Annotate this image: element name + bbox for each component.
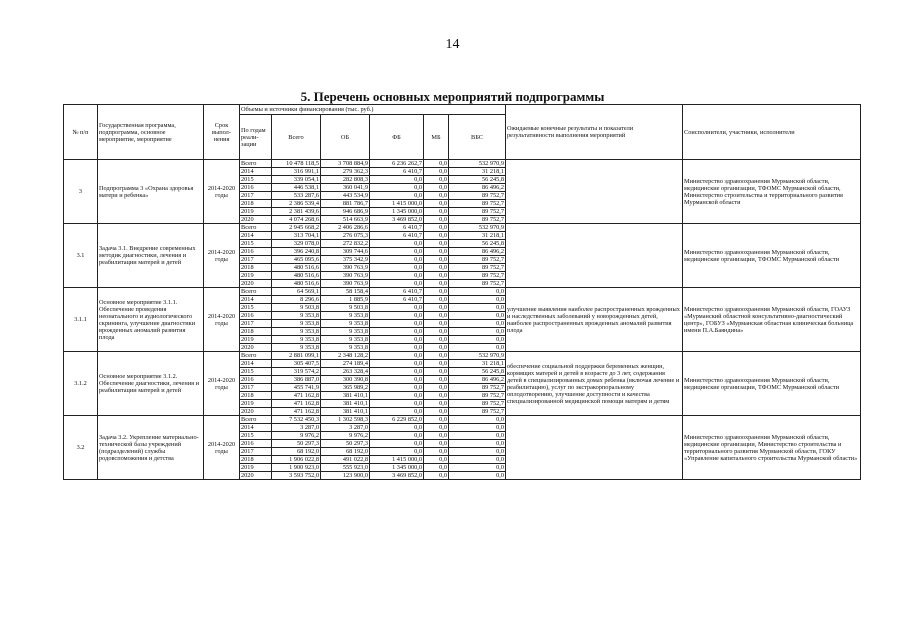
cell-vbs: 0,0 [449, 448, 506, 456]
cell-ob: 381 410,1 [321, 400, 370, 408]
cell-total: 7 532 450,3 [272, 416, 321, 424]
cell-ob: 272 832,2 [321, 240, 370, 248]
cell-mb: 0,0 [424, 448, 449, 456]
table-row [64, 160, 861, 168]
cell-mb: 0,0 [424, 464, 449, 472]
cell-year: Всего [240, 352, 272, 360]
cell-fb: 6 410,7 [370, 296, 424, 304]
cell-fb: 6 229 852,0 [370, 416, 424, 424]
cell-vbs: 0,0 [449, 320, 506, 328]
cell-mb: 0,0 [424, 456, 449, 464]
cell-fb: 0,0 [370, 264, 424, 272]
cell-fb: 0,0 [370, 240, 424, 248]
cell-year: 2016 [240, 312, 272, 320]
cell-vbs: 0,0 [449, 456, 506, 464]
cell-vbs: 0,0 [449, 328, 506, 336]
cell-mb: 0,0 [424, 352, 449, 360]
cell-vbs: 0,0 [449, 304, 506, 312]
cell-ob: 375 342,9 [321, 256, 370, 264]
cell-total: 305 407,5 [272, 360, 321, 368]
cell-vbs: 89 752,7 [449, 392, 506, 400]
cell-total: 455 741,9 [272, 384, 321, 392]
cell-mb: 0,0 [424, 272, 449, 280]
table-row [64, 416, 861, 424]
cell-mb: 0,0 [424, 240, 449, 248]
cell-ob: 2 348 128,2 [321, 352, 370, 360]
cell-vbs: 31 218,1 [449, 360, 506, 368]
cell-ob: 881 786,7 [321, 200, 370, 208]
cell-vbs: 0,0 [449, 288, 506, 296]
cell-year: 2014 [240, 168, 272, 176]
cell-year: 2015 [240, 368, 272, 376]
cell-year: 2020 [240, 408, 272, 416]
cell-total: 480 516,6 [272, 280, 321, 288]
cell-total: 4 074 268,6 [272, 216, 321, 224]
cell-ob: 381 410,1 [321, 408, 370, 416]
cell-ob: 274 189,4 [321, 360, 370, 368]
expected-results [506, 160, 683, 224]
cell-total: 8 296,6 [272, 296, 321, 304]
header-executors: Соисполнители, участники, исполнители [683, 105, 861, 160]
expected-results: обеспечение социальной поддержки беременных женщин, кормящих матерей и детей в возрасте до 3 лет, содержания детей в специализированных домах ребенка (включая лечение и реабилитацию), услуг по экстракорпоральному оплодотворению, улучшение доступности и качества специализированной медицинской помощи матерям и детям [506, 352, 683, 416]
cell-vbs: 89 752,7 [449, 256, 506, 264]
cell-mb: 0,0 [424, 360, 449, 368]
cell-mb: 0,0 [424, 384, 449, 392]
cell-vbs: 0,0 [449, 344, 506, 352]
cell-total: 316 991,1 [272, 168, 321, 176]
cell-vbs: 0,0 [449, 432, 506, 440]
header-fb: ФБ [370, 115, 424, 160]
cell-fb: 3 469 852,0 [370, 472, 424, 480]
cell-total: 471 162,8 [272, 400, 321, 408]
cell-total: 50 297,3 [272, 440, 321, 448]
cell-mb: 0,0 [424, 184, 449, 192]
cell-ob: 9 976,2 [321, 432, 370, 440]
cell-vbs: 0,0 [449, 424, 506, 432]
cell-total: 471 162,8 [272, 408, 321, 416]
program-name: Основное мероприятие 3.1.1. Обеспечение проведения неонатального и аудиологического скрининга, улучшение диагностики врожденных аномалий развития плода [98, 288, 204, 352]
executors: Министерство здравоохранения Мурманской области, медицинские организации, ТФОМС Мурманской области [683, 224, 861, 288]
cell-ob: 9 353,8 [321, 328, 370, 336]
cell-mb: 0,0 [424, 432, 449, 440]
cell-ob: 276 075,3 [321, 232, 370, 240]
cell-total: 2 381 439,6 [272, 208, 321, 216]
table-row [64, 352, 861, 360]
cell-ob: 1 302 598,3 [321, 416, 370, 424]
cell-fb: 6 410,7 [370, 288, 424, 296]
cell-year: 2019 [240, 208, 272, 216]
row-number: 3.2 [64, 416, 98, 480]
cell-total: 480 516,6 [272, 272, 321, 280]
cell-year: 2017 [240, 256, 272, 264]
cell-total: 313 704,1 [272, 232, 321, 240]
cell-year: 2014 [240, 296, 272, 304]
cell-ob: 282 808,3 [321, 176, 370, 184]
cell-year: 2017 [240, 320, 272, 328]
cell-ob: 443 534,9 [321, 192, 370, 200]
cell-vbs: 56 245,8 [449, 176, 506, 184]
cell-vbs: 89 752,7 [449, 408, 506, 416]
cell-total: 9 353,8 [272, 312, 321, 320]
cell-ob: 1 885,9 [321, 296, 370, 304]
cell-total: 9 353,8 [272, 328, 321, 336]
row-number: 3 [64, 160, 98, 224]
cell-vbs: 0,0 [449, 440, 506, 448]
cell-total: 9 976,2 [272, 432, 321, 440]
cell-fb: 0,0 [370, 440, 424, 448]
cell-fb: 1 415 000,0 [370, 456, 424, 464]
header-vbs: ВБС [449, 115, 506, 160]
cell-year: 2014 [240, 232, 272, 240]
cell-ob: 3 708 884,9 [321, 160, 370, 168]
row-number: 3.1 [64, 224, 98, 288]
cell-fb: 0,0 [370, 392, 424, 400]
cell-year: 2018 [240, 392, 272, 400]
cell-ob: 514 663,9 [321, 216, 370, 224]
page-number: 14 [445, 37, 460, 52]
cell-year: 2020 [240, 344, 272, 352]
cell-vbs: 56 245,8 [449, 240, 506, 248]
cell-total: 64 569,1 [272, 288, 321, 296]
cell-total: 396 240,8 [272, 248, 321, 256]
page-title: 5. Перечень основных мероприятий подпрограммы [300, 89, 605, 104]
cell-ob: 58 158,4 [321, 288, 370, 296]
cell-vbs: 89 752,7 [449, 400, 506, 408]
header-results: Ожидаемые конечные результаты и показатели результативности выполнения мероприятий [506, 105, 683, 160]
cell-mb: 0,0 [424, 392, 449, 400]
cell-fb: 0,0 [370, 280, 424, 288]
cell-ob: 946 686,9 [321, 208, 370, 216]
cell-vbs: 31 218,1 [449, 168, 506, 176]
cell-fb: 0,0 [370, 432, 424, 440]
executors: Министерство здравоохранения Мурманской области, медицинские организации, Министерство строительства и территориального развития Мурманской области, ГОКУ «Управление капитального строительства Мурманской области» [683, 416, 861, 480]
cell-fb: 0,0 [370, 408, 424, 416]
cell-mb: 0,0 [424, 168, 449, 176]
cell-fb: 0,0 [370, 448, 424, 456]
cell-fb: 3 469 852,0 [370, 216, 424, 224]
cell-mb: 0,0 [424, 424, 449, 432]
program-term: 2014-2020 годы [204, 224, 240, 288]
cell-mb: 0,0 [424, 312, 449, 320]
cell-total: 533 287,6 [272, 192, 321, 200]
cell-ob: 9 353,8 [321, 320, 370, 328]
cell-ob: 491 022,8 [321, 456, 370, 464]
cell-fb: 0,0 [370, 304, 424, 312]
cell-vbs: 89 752,7 [449, 280, 506, 288]
executors: Министерство здравоохранения Мурманской области, медицинские организации, ТФОМС Мурманской области, Министерство строительства и территориального развития Мурманской области [683, 160, 861, 224]
cell-ob: 390 763,9 [321, 264, 370, 272]
cell-year: 2018 [240, 200, 272, 208]
cell-total: 9 353,8 [272, 344, 321, 352]
cell-mb: 0,0 [424, 296, 449, 304]
cell-year: 2020 [240, 280, 272, 288]
program-name: Задача 3.1. Внедрение современных методик диагностики, лечения и реабилитации матерей и детей [98, 224, 204, 288]
cell-mb: 0,0 [424, 416, 449, 424]
cell-vbs: 0,0 [449, 296, 506, 304]
cell-mb: 0,0 [424, 320, 449, 328]
cell-vbs: 89 752,7 [449, 192, 506, 200]
cell-fb: 1 345 000,0 [370, 208, 424, 216]
cell-total: 68 192,0 [272, 448, 321, 456]
cell-total: 471 162,8 [272, 392, 321, 400]
cell-vbs: 89 752,7 [449, 272, 506, 280]
cell-fb: 0,0 [370, 360, 424, 368]
cell-vbs: 86 496,2 [449, 248, 506, 256]
cell-fb: 0,0 [370, 176, 424, 184]
expected-results [506, 416, 683, 480]
cell-ob: 68 192,0 [321, 448, 370, 456]
cell-fb: 0,0 [370, 376, 424, 384]
cell-year: 2016 [240, 248, 272, 256]
cell-fb: 0,0 [370, 352, 424, 360]
cell-fb: 0,0 [370, 256, 424, 264]
cell-fb: 0,0 [370, 248, 424, 256]
cell-fb: 0,0 [370, 312, 424, 320]
cell-ob: 2 406 286,6 [321, 224, 370, 232]
cell-mb: 0,0 [424, 472, 449, 480]
cell-mb: 0,0 [424, 224, 449, 232]
cell-ob: 9 353,8 [321, 312, 370, 320]
executors: Министерство здравоохранения Мурманской области, ГОАУЗ «Мурманский областной консультативно-диагностический центр», ГОБУЗ «Мурманская областная клиническая больница имени П.А.Баяндина» [683, 288, 861, 352]
cell-year: 2015 [240, 304, 272, 312]
cell-fb: 1 415 000,0 [370, 200, 424, 208]
cell-vbs: 89 752,7 [449, 216, 506, 224]
cell-vbs: 532 970,9 [449, 352, 506, 360]
cell-year: 2018 [240, 328, 272, 336]
cell-vbs: 86 496,2 [449, 184, 506, 192]
cell-ob: 555 923,0 [321, 464, 370, 472]
cell-ob: 9 503,8 [321, 304, 370, 312]
cell-vbs: 89 752,7 [449, 264, 506, 272]
cell-year: 2014 [240, 360, 272, 368]
cell-total: 319 574,2 [272, 368, 321, 376]
executors: Министерство здравоохранения Мурманской области, медицинские организации, ТФОМС Мурманской области [683, 352, 861, 416]
cell-ob: 3 287,0 [321, 424, 370, 432]
cell-total: 1 900 923,0 [272, 464, 321, 472]
cell-mb: 0,0 [424, 280, 449, 288]
cell-year: 2015 [240, 240, 272, 248]
cell-fb: 0,0 [370, 344, 424, 352]
cell-fb: 0,0 [370, 384, 424, 392]
cell-mb: 0,0 [424, 264, 449, 272]
cell-fb: 0,0 [370, 328, 424, 336]
cell-year: 2017 [240, 448, 272, 456]
cell-vbs: 0,0 [449, 336, 506, 344]
cell-total: 329 078,0 [272, 240, 321, 248]
cell-mb: 0,0 [424, 192, 449, 200]
program-term: 2014-2020 годы [204, 160, 240, 224]
cell-total: 446 538,1 [272, 184, 321, 192]
cell-vbs: 31 218,1 [449, 232, 506, 240]
cell-mb: 0,0 [424, 328, 449, 336]
cell-fb: 0,0 [370, 424, 424, 432]
cell-fb: 0,0 [370, 192, 424, 200]
cell-year: 2020 [240, 472, 272, 480]
cell-total: 1 906 022,8 [272, 456, 321, 464]
cell-mb: 0,0 [424, 408, 449, 416]
cell-mb: 0,0 [424, 288, 449, 296]
program-term: 2014-2020 годы [204, 416, 240, 480]
header-mb: МБ [424, 115, 449, 160]
expected-results [506, 224, 683, 288]
table-row [64, 224, 861, 232]
cell-ob: 9 353,8 [321, 344, 370, 352]
cell-ob: 9 353,8 [321, 336, 370, 344]
program-name: Основное мероприятие 3.1.2. Обеспечение диагностики, лечения и реабилитации матерей и детей [98, 352, 204, 416]
cell-mb: 0,0 [424, 336, 449, 344]
cell-year: 2019 [240, 464, 272, 472]
program-term: 2014-2020 годы [204, 352, 240, 416]
cell-mb: 0,0 [424, 344, 449, 352]
expected-results: улучшение выявления наиболее распространенных врожденных и наследственных заболеваний у новорожденных детей, наиболее распространенных врожденных аномалий развития плода [506, 288, 683, 352]
cell-ob: 50 297,3 [321, 440, 370, 448]
cell-vbs: 89 752,7 [449, 200, 506, 208]
cell-year: 2018 [240, 264, 272, 272]
cell-mb: 0,0 [424, 248, 449, 256]
cell-vbs: 89 752,7 [449, 384, 506, 392]
table-row [64, 288, 861, 296]
cell-fb: 6 410,7 [370, 224, 424, 232]
cell-year: 2014 [240, 424, 272, 432]
cell-fb: 6 410,7 [370, 168, 424, 176]
cell-mb: 0,0 [424, 256, 449, 264]
cell-fb: 0,0 [370, 184, 424, 192]
cell-mb: 0,0 [424, 232, 449, 240]
header-funding: Объемы и источники финансирования (тыс. руб.) [240, 105, 506, 115]
cell-year: 2019 [240, 400, 272, 408]
cell-total: 2 945 668,2 [272, 224, 321, 232]
cell-ob: 365 989,2 [321, 384, 370, 392]
cell-vbs: 86 496,2 [449, 376, 506, 384]
cell-ob: 300 390,8 [321, 376, 370, 384]
cell-year: Всего [240, 160, 272, 168]
cell-vbs: 0,0 [449, 416, 506, 424]
header-total: Всего [272, 115, 321, 160]
cell-total: 2 386 539,4 [272, 200, 321, 208]
cell-year: 2017 [240, 192, 272, 200]
cell-total: 9 353,8 [272, 320, 321, 328]
row-number: 3.1.1 [64, 288, 98, 352]
cell-total: 3 287,0 [272, 424, 321, 432]
cell-fb: 0,0 [370, 336, 424, 344]
cell-ob: 360 041,9 [321, 184, 370, 192]
cell-ob: 123 900,0 [321, 472, 370, 480]
cell-year: 2020 [240, 216, 272, 224]
cell-total: 3 593 752,0 [272, 472, 321, 480]
cell-total: 9 353,8 [272, 336, 321, 344]
program-name: Подпрограмма 3 «Охрана здоровья матери и ребенка» [98, 160, 204, 224]
cell-total: 339 054,1 [272, 176, 321, 184]
cell-vbs: 0,0 [449, 464, 506, 472]
cell-year: 2016 [240, 376, 272, 384]
cell-mb: 0,0 [424, 304, 449, 312]
header-program: Государственная программа, подпрограмма, основное мероприятие, мероприятие [98, 105, 204, 160]
cell-mb: 0,0 [424, 200, 449, 208]
cell-year: Всего [240, 416, 272, 424]
cell-mb: 0,0 [424, 376, 449, 384]
row-number: 3.1.2 [64, 352, 98, 416]
cell-year: 2016 [240, 440, 272, 448]
cell-mb: 0,0 [424, 368, 449, 376]
cell-vbs: 0,0 [449, 312, 506, 320]
cell-year: 2017 [240, 384, 272, 392]
cell-fb: 6 236 262,7 [370, 160, 424, 168]
cell-fb: 0,0 [370, 400, 424, 408]
cell-year: 2015 [240, 176, 272, 184]
cell-year: 2018 [240, 456, 272, 464]
cell-total: 386 887,0 [272, 376, 321, 384]
cell-year: 2015 [240, 432, 272, 440]
cell-total: 465 095,6 [272, 256, 321, 264]
cell-mb: 0,0 [424, 176, 449, 184]
header-term: Срок выпол-нения [204, 105, 240, 160]
cell-fb: 0,0 [370, 320, 424, 328]
cell-ob: 390 763,9 [321, 272, 370, 280]
cell-fb: 1 345 000,0 [370, 464, 424, 472]
cell-mb: 0,0 [424, 216, 449, 224]
cell-fb: 0,0 [370, 272, 424, 280]
cell-fb: 6 410,7 [370, 232, 424, 240]
cell-year: 2019 [240, 272, 272, 280]
program-name: Задача 3.2. Укрепление материально-технической базы учреждений (подразделений) службы родовспоможения и детства [98, 416, 204, 480]
cell-total: 10 478 118,5 [272, 160, 321, 168]
cell-total: 2 881 099,1 [272, 352, 321, 360]
cell-mb: 0,0 [424, 208, 449, 216]
cell-vbs: 56 245,8 [449, 368, 506, 376]
cell-vbs: 89 752,7 [449, 208, 506, 216]
cell-mb: 0,0 [424, 440, 449, 448]
cell-year: 2019 [240, 336, 272, 344]
activities-table [63, 104, 861, 480]
cell-mb: 0,0 [424, 160, 449, 168]
cell-ob: 381 410,1 [321, 392, 370, 400]
cell-vbs: 0,0 [449, 472, 506, 480]
cell-ob: 390 763,9 [321, 280, 370, 288]
cell-vbs: 532 970,9 [449, 224, 506, 232]
cell-year: Всего [240, 224, 272, 232]
header-num: № п/п [64, 105, 98, 160]
cell-ob: 309 744,6 [321, 248, 370, 256]
cell-fb: 0,0 [370, 368, 424, 376]
cell-total: 9 503,8 [272, 304, 321, 312]
header-years: По годам реали-зации [240, 115, 272, 160]
cell-year: 2016 [240, 184, 272, 192]
header-ob: ОБ [321, 115, 370, 160]
cell-mb: 0,0 [424, 400, 449, 408]
cell-ob: 279 362,3 [321, 168, 370, 176]
cell-total: 480 516,6 [272, 264, 321, 272]
cell-year: Всего [240, 288, 272, 296]
cell-vbs: 532 970,9 [449, 160, 506, 168]
cell-ob: 263 328,4 [321, 368, 370, 376]
program-term: 2014-2020 годы [204, 288, 240, 352]
